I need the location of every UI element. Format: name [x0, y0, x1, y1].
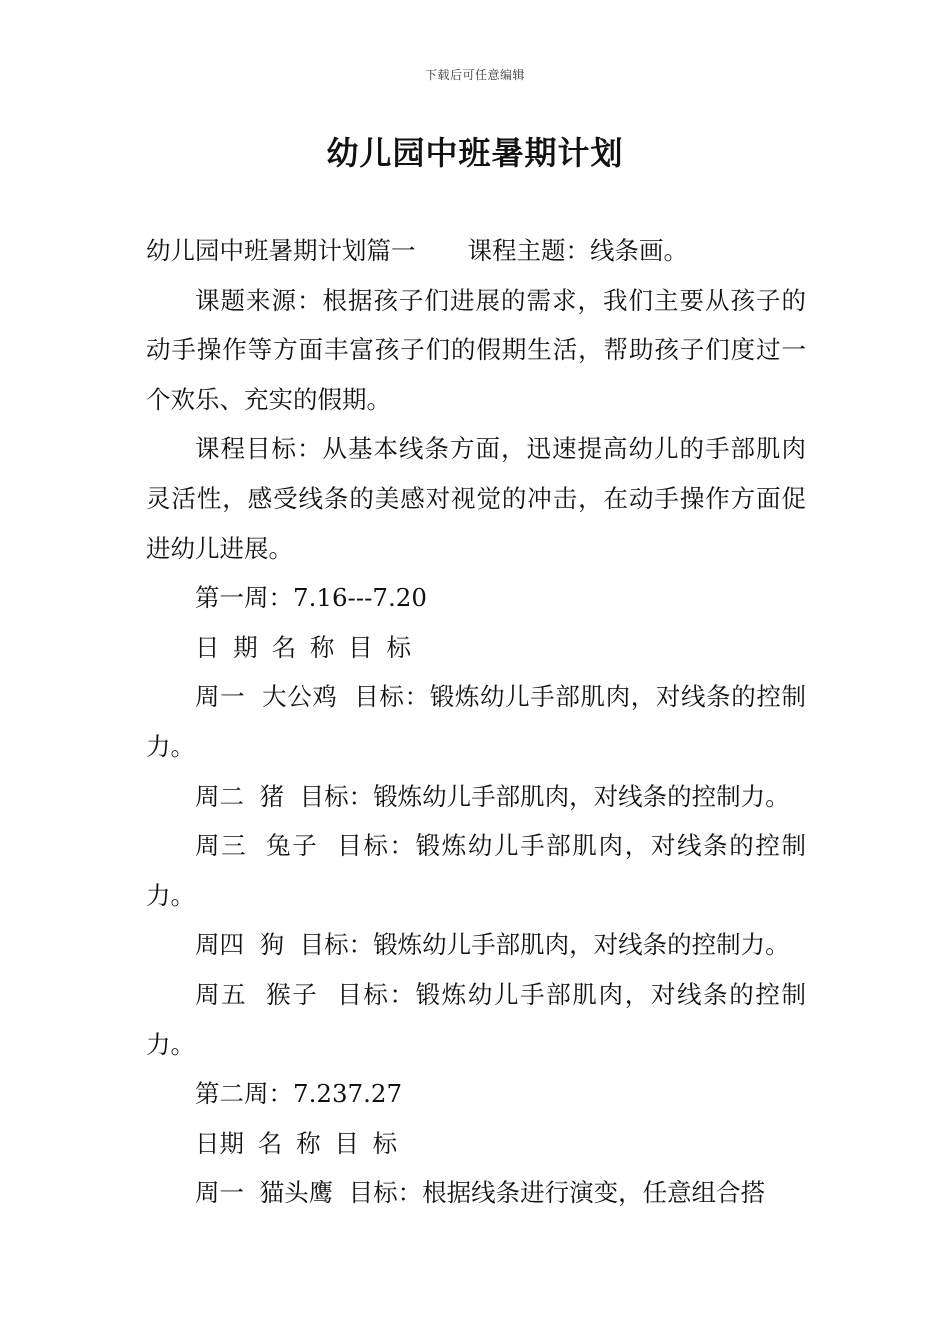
paragraph-goal: 课程目标：从基本线条方面，迅速提高幼儿的手部肌肉灵活性，感受线条的美感对视觉的冲击，在动手操作方面促进幼儿进展。: [146, 434, 806, 563]
week-two-columns: 日期 名 称 目 标: [195, 1128, 398, 1158]
section-heading: 幼儿园中班暑期计划篇一: [146, 236, 416, 265]
week-one-columns: 日 期 名 称 目 标: [195, 632, 411, 662]
week-one-monday: 周一 大公鸡 目标：锻炼幼儿手部肌肉，对线条的控制力。: [146, 682, 806, 761]
week-two-monday: 周一 猫头鹰 目标：根据线条进行演变，任意组合搭: [195, 1178, 766, 1208]
course-topic: 课程主题：线条画。: [467, 236, 688, 265]
document-title: 幼儿园中班暑期计划: [326, 134, 624, 172]
week-one-tuesday: 周二 猪 目标：锻炼幼儿手部肌肉，对线条的控制力。: [195, 781, 790, 811]
document-body: [146, 226, 806, 1218]
week-one-thursday: 周四 狗 目标：锻炼幼儿手部肌肉，对线条的控制力。: [195, 930, 790, 960]
paragraph-source: 课题来源：根据孩子们进展的需求，我们主要从孩子的动手操作等方面丰富孩子们的假期生活，帮助孩子们度过一个欢乐、充实的假期。: [146, 285, 806, 414]
week-two-heading: 第二周：7.237.27: [195, 1079, 403, 1109]
week-one-heading: 第一周：7.16---7.20: [195, 583, 427, 613]
week-one-wednesday: 周三 兔子 目标：锻炼幼儿手部肌肉，对线条的控制力。: [146, 831, 806, 910]
header-note: 下载后可任意编辑: [424, 68, 525, 82]
paragraph-intro: [146, 226, 806, 276]
week-one-friday: 周五 猴子 目标：锻炼幼儿手部肌肉，对线条的控制力。: [146, 979, 806, 1059]
